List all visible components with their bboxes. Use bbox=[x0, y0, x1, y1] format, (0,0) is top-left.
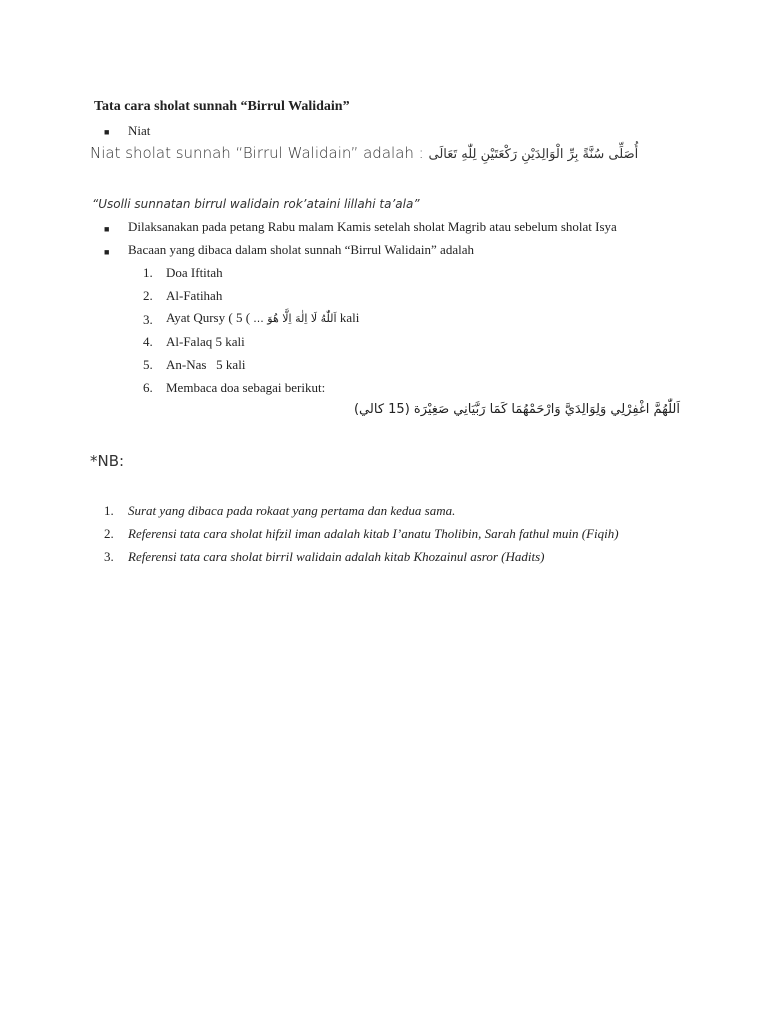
niat-arabic: أُصَلِّى سُنَّةً بِرِّ الْوَالِدَيْنِ رَكْعَتَيْنِ لِلّٰهِ تَعَالَى bbox=[428, 147, 639, 162]
step-text: Membaca doa sebagai berikut: bbox=[166, 380, 326, 395]
note-number: 2. bbox=[104, 526, 114, 541]
step-number: 3. bbox=[143, 312, 153, 327]
step-text-before: Ayat Qursy ( bbox=[166, 310, 233, 325]
niat-label: Niat bbox=[128, 123, 151, 138]
step-text-ayat-qursy bbox=[166, 310, 359, 326]
step-text: Doa Iftitah bbox=[166, 265, 223, 280]
step-number: 2. bbox=[143, 288, 153, 303]
step-text-after: ) 5 kali bbox=[235, 310, 360, 325]
bullet-item-time: Dilaksanakan pada petang Rabu malam Kamis setelah sholat Magrib atau sebelum sholat Isya bbox=[128, 219, 617, 234]
note-text: Surat yang dibaca pada rokaat yang pertama dan kedua sama. bbox=[128, 503, 456, 518]
document-title: Tata cara sholat sunnah “Birrul Walidain” bbox=[94, 99, 350, 114]
niat-latin: Niat sholat sunnah “Birrul Walidain” adalah : bbox=[90, 144, 424, 162]
note-text: Referensi tata cara sholat birril walidain adalah kitab Khozainul asror (Hadits) bbox=[128, 549, 545, 564]
bullet-item-readings: Bacaan yang dibaca dalam sholat sunnah “Birrul Walidain” adalah bbox=[128, 242, 474, 257]
ayat-qursy-arabic: اَللّٰهُ لَا اِلٰهَ اِلَّا هُوَ ... bbox=[253, 312, 337, 325]
bullet-marker: ■ bbox=[104, 127, 110, 137]
note-number: 3. bbox=[104, 549, 114, 564]
niat-line bbox=[90, 144, 638, 162]
step-number: 4. bbox=[143, 334, 153, 349]
step-number: 5. bbox=[143, 357, 153, 372]
step-number: 1. bbox=[143, 265, 153, 280]
note-text: Referensi tata cara sholat hifzil iman adalah kitab I’anatu Tholibin, Sarah fathul muin (Fiqih) bbox=[128, 526, 619, 541]
step-text: An-Nas 5 kali bbox=[166, 357, 246, 372]
doa-arabic: اَللّٰهُمَّ اغْفِرْلِي وَلِوَالِدَيَّ وَارْحَمْهُمَا كَمَا رَبَّيَانِي صَغِيْرَة (15 كالي) bbox=[353, 402, 680, 417]
niat-transliteration: “Usolli sunnatan birrul walidain rok’ataini lillahi ta’ala” bbox=[92, 197, 420, 211]
bullet-marker: ■ bbox=[104, 224, 110, 234]
nb-label: *NB: bbox=[90, 452, 125, 470]
step-number: 6. bbox=[143, 380, 153, 395]
step-text: Al-Fatihah bbox=[166, 288, 223, 303]
step-text: Al-Falaq 5 kali bbox=[166, 334, 245, 349]
bullet-marker: ■ bbox=[104, 247, 110, 257]
note-number: 1. bbox=[104, 503, 114, 518]
